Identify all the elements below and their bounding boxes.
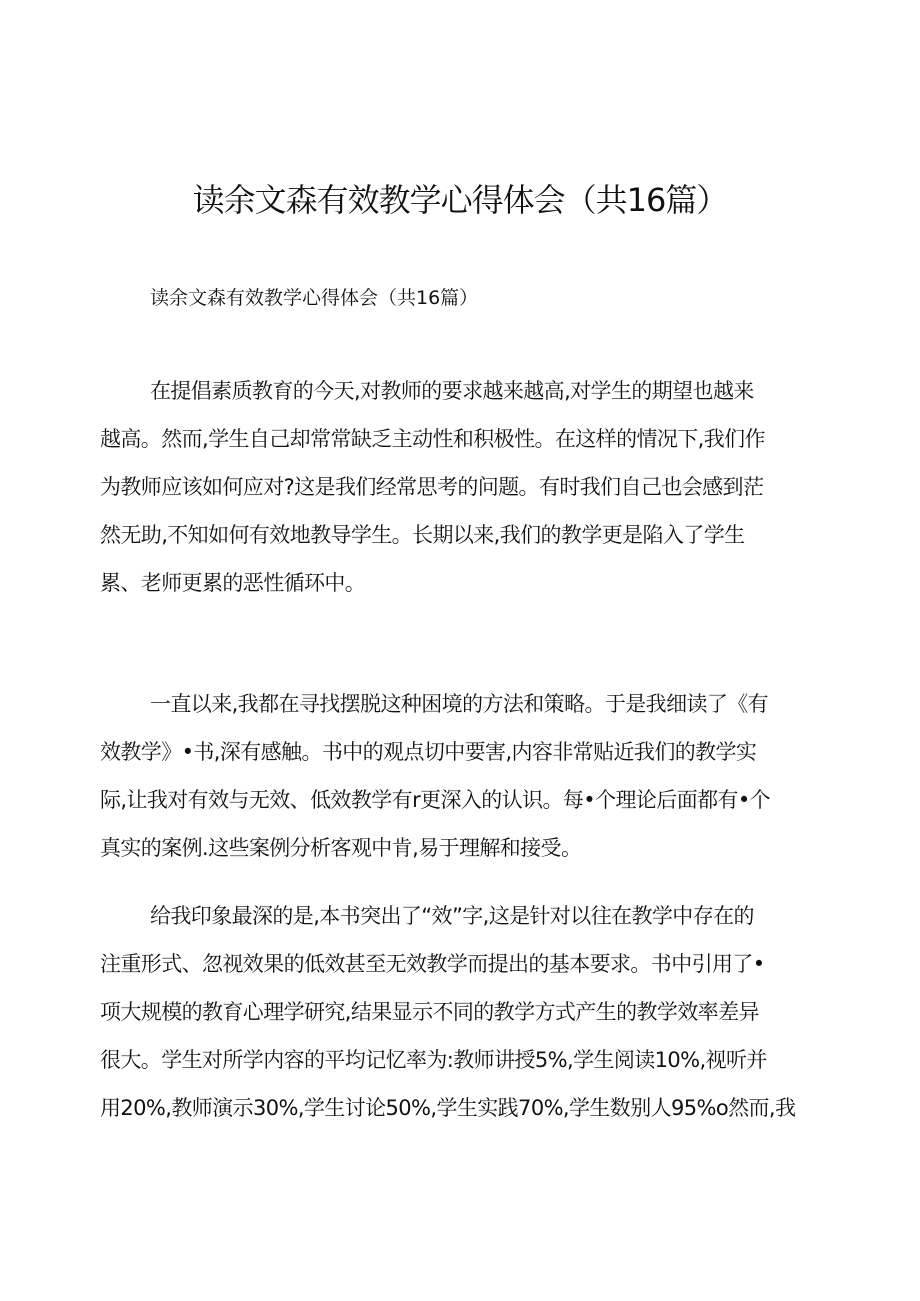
paragraph-line: 际,让我对有效与无效、低效教学有r更深入的认识。每•个理论后面都有•个 bbox=[100, 788, 771, 812]
document-title: 读余文森有效教学心得体会（共16篇） bbox=[192, 181, 728, 219]
paragraph-2 bbox=[100, 680, 830, 872]
paragraph-line: 一直以来,我都在寻找摆脱这种困境的方法和策略。于是我细读了《有 bbox=[150, 692, 769, 716]
document-subtitle: 读余文森有效教学心得体会（共16篇） bbox=[150, 287, 479, 309]
paragraph-line: 项大规模的教育心理学研究,结果显示不同的教学方式产生的教学效率差异 bbox=[100, 1000, 759, 1024]
paragraph-line: 很大。学生对所学内容的平均记忆率为:教师讲授5%,学生阅读10%,视听并 bbox=[100, 1048, 767, 1072]
paragraph-line: 注重形式、忽视效果的低效甚至无效教学而提出的基本要求。书中引用了• bbox=[100, 952, 765, 976]
paragraph-line: 用20%,教师演示30%,学生讨论50%,学生实践70%,学生数别人95%o然而,我 bbox=[100, 1096, 796, 1120]
paragraph-line: 越高。然而,学生自己却常常缺乏主动性和积极性。在这样的情况下,我们作 bbox=[100, 427, 765, 451]
paragraph-line: 给我印象最深的是,本书突出了“效”字,这是针对以往在教学中存在的 bbox=[150, 904, 754, 928]
paragraph-line: 然无助,不知如何有效地教导学生。长期以来,我们的教学更是陷入了学生 bbox=[100, 523, 745, 547]
paragraph-line: 为教师应该如何应对?这是我们经常思考的问题。有时我们自己也会感到茫 bbox=[100, 475, 764, 499]
paragraph-1 bbox=[100, 367, 830, 607]
paragraph-line: 真实的案例.这些案例分析客观中肯,易于理解和接受。 bbox=[100, 836, 582, 860]
paragraph-3 bbox=[100, 892, 830, 1132]
paragraph-line: 在提倡素质教育的今天,对教师的要求越来越高,对学生的期望也越来 bbox=[150, 379, 754, 403]
paragraph-line: 累、老师更累的恶性循环中。 bbox=[100, 571, 366, 595]
paragraph-line: 效教学》•书,深有感触。书中的观点切中要害,内容非常贴近我们的教学实 bbox=[100, 740, 757, 764]
